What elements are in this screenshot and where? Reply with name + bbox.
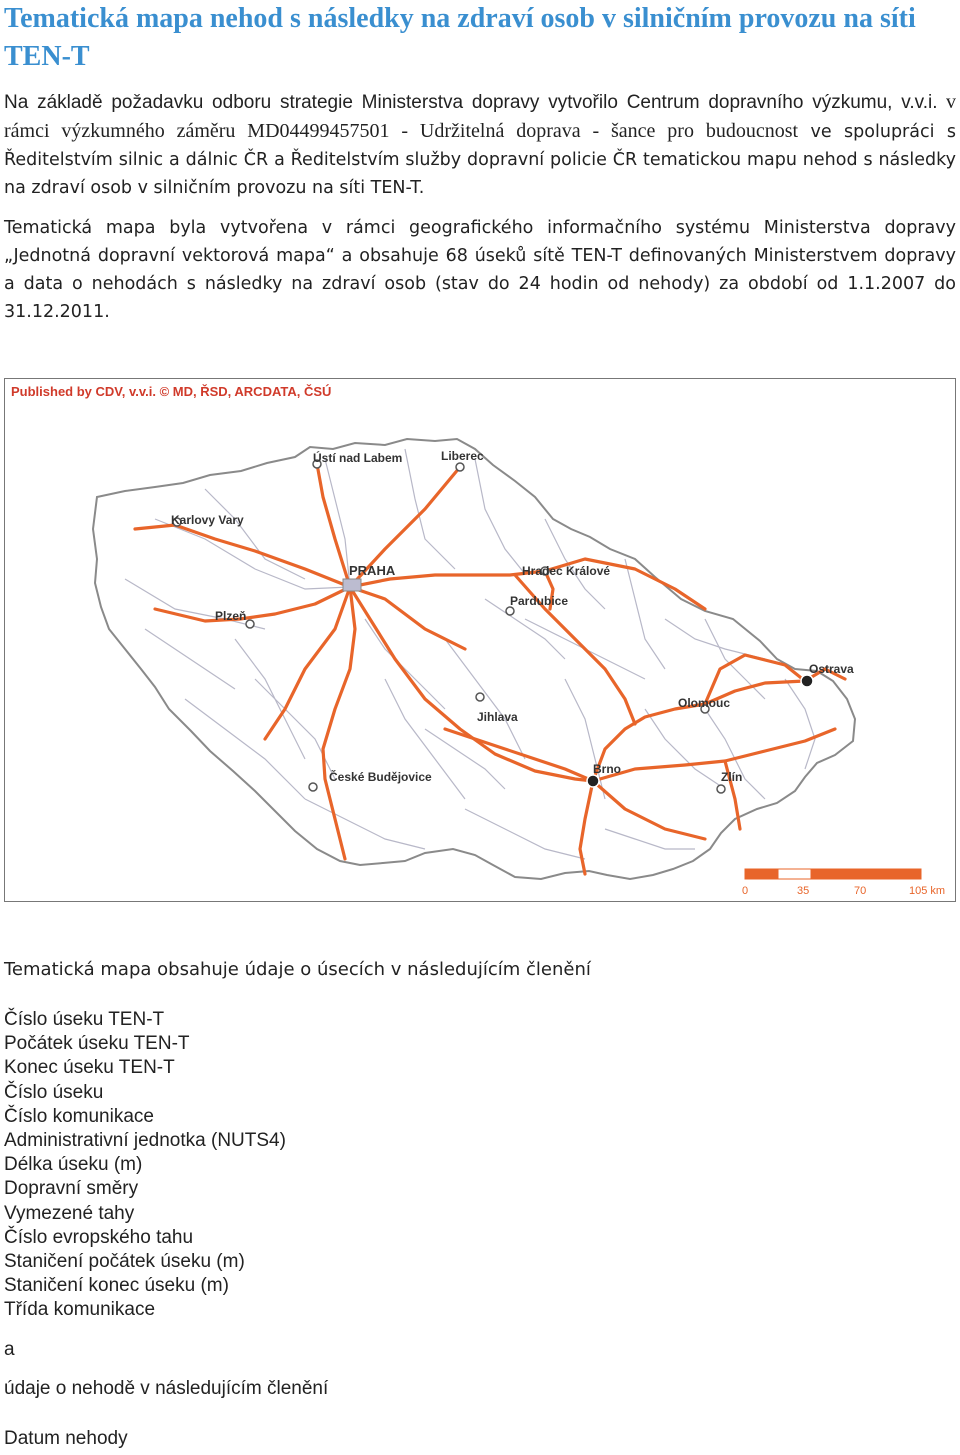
city-label-praha: PRAHA: [349, 563, 396, 578]
list-item: Délka úseku (m): [4, 1154, 143, 1176]
section-intro: Tematická mapa obsahuje údaje o úsecích v následujícím členění: [4, 959, 591, 980]
intro-paragraph-part1: Na základě požadavku odboru strategie Ministerstva dopravy vytvořilo Centrum dopravního výzkumu, v.v.i.: [4, 92, 938, 113]
intro-paragraph-part3: ve spolupráci s Ředitelstvím silnic a dálnic ČR a Ředitelstvím služby dopravní policie ČR tematickou mapu nehod s následky na zdraví osob v silničním provozu na síti TEN-T.: [4, 122, 957, 198]
city-label-karlovy-vary: Karlovy Vary: [171, 513, 244, 527]
city-label-ceske-budejovice: České Budějovice: [329, 770, 432, 784]
thematic-map: [4, 378, 956, 902]
list-item: Počátek úseku TEN-T: [4, 1033, 190, 1055]
list-item: Třída komunikace: [4, 1299, 156, 1321]
list-item: Vymezené tahy: [4, 1202, 135, 1224]
city-label-brno: Brno: [593, 762, 621, 776]
section-fields-list: [4, 1008, 286, 1323]
list-item: Číslo úseku: [4, 1081, 104, 1103]
list-item: Datum nehody: [4, 1428, 128, 1449]
scale-tick-0: 0: [742, 885, 749, 897]
scale-tick-105: 105 km: [909, 885, 946, 897]
city-label-ostrava: Ostrava: [809, 662, 854, 676]
accident-intro: údaje o nehodě v následujícím členění: [4, 1378, 329, 1399]
list-item: Staničení konec úseku (m): [4, 1275, 229, 1297]
city-label-zlin: Zlín: [721, 770, 743, 784]
scale-bar: [742, 869, 945, 897]
description-paragraph: Tematická mapa byla vytvořena v rámci geografického informačního systému Ministerstva dopravy „Jednotná dopravní vektorová mapa“ a obsahuje 68 úseků sítě TEN-T definovaných Ministerstvem dopravy a data o nehodách s následky na zdraví osob (stav do 24 hodin od nehody) za období od 1.1.2007 do 31.12.2011.: [4, 218, 956, 322]
list-item: Dopravní směry: [4, 1178, 139, 1200]
list-item: Administrativní jednotka (NUTS4): [4, 1130, 286, 1152]
city-label-liberec: Liberec: [441, 449, 484, 463]
list-item: Číslo evropského tahu: [4, 1226, 194, 1248]
page-title: Tematická mapa nehod s následky na zdraví osob v silničním provozu na síti TEN-T: [4, 3, 916, 72]
accident-fields-list: [4, 1427, 128, 1451]
city-label-hradec: Hradec Králové: [522, 564, 611, 578]
scale-tick-35: 35: [797, 885, 810, 897]
city-label-plzen: Plzeň: [215, 609, 247, 623]
conjunction-text: a: [4, 1339, 15, 1360]
list-item: Staničení počátek úseku (m): [4, 1251, 245, 1273]
intro-paragraph-part2: v rámci výzkumného záměru MD04499457501 - Udržitelná doprava - šance pro budoucnost: [4, 91, 956, 142]
map-publisher: Published by CDV, v.v.i. © MD, ŘSD, ARCDATA, ČSÚ: [11, 384, 332, 399]
city-label-usti: Ústí nad Labem: [313, 451, 403, 465]
city-label-olomouc: Olomouc: [678, 696, 731, 710]
city-label-pardubice: Pardubice: [510, 594, 569, 608]
list-item: Konec úseku TEN-T: [4, 1057, 175, 1079]
map-canvas: [5, 379, 955, 901]
scale-tick-70: 70: [854, 885, 867, 897]
list-item: Číslo komunikace: [4, 1105, 154, 1127]
list-item: Číslo úseku TEN-T: [4, 1009, 165, 1030]
city-label-jihlava: Jihlava: [477, 710, 518, 724]
intro-paragraph: [4, 88, 956, 202]
